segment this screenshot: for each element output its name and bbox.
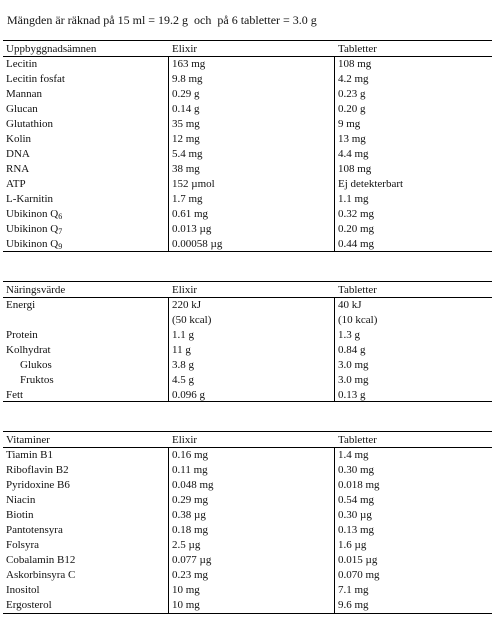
table-row (3, 207, 492, 222)
table-row (3, 328, 492, 343)
table-row (3, 298, 492, 313)
header-category: Vitaminer (6, 434, 50, 446)
table-row (3, 358, 492, 373)
table-row (3, 553, 492, 568)
tabletter-value: 0.23 g (338, 88, 366, 100)
table-row (3, 478, 492, 493)
elixir-value: 5.4 mg (172, 148, 203, 160)
tabletter-value: 40 kJ (338, 299, 362, 311)
tabletter-value: 0.44 mg (338, 238, 375, 250)
elixir-value: 0.38 µg (172, 509, 206, 521)
row-label: Inositol (6, 584, 40, 596)
row-label: Fett (6, 389, 24, 401)
elixir-value: 0.16 mg (172, 449, 209, 461)
tabletter-value: 1.4 mg (338, 449, 369, 461)
header-category: Uppbyggnadsämnen (6, 43, 97, 55)
row-label: Ubikinon $Q_6$ (6, 208, 63, 221)
elixir-value: 0.077 µg (172, 554, 212, 566)
table-row (3, 538, 492, 553)
row-label: ATP (6, 178, 26, 190)
elixir-value: 4.5 g (172, 374, 194, 386)
row-label: Fruktos (20, 374, 54, 386)
elixir-value: 11 g (172, 344, 191, 356)
row-label: DNA (6, 148, 30, 160)
row-label: Biotin (6, 509, 34, 521)
table-row (3, 568, 492, 583)
tabletter-value: 3.0 mg (338, 359, 369, 371)
table-row (3, 388, 492, 403)
tabletter-value: 13 mg (338, 133, 366, 145)
tabletter-value: 0.32 mg (338, 208, 375, 220)
tabletter-value: 0.20 g (338, 103, 366, 115)
elixir-value: (50 kcal) (172, 314, 212, 326)
elixir-value: 0.14 g (172, 103, 200, 115)
tabletter-value: 0.13 g (338, 389, 366, 401)
tabletter-value: Ej detekterbart (338, 178, 404, 190)
elixir-value: 38 mg (172, 163, 200, 175)
row-label: Ergosterol (6, 599, 52, 611)
row-label: L-Karnitin (6, 193, 54, 205)
elixir-value: 0.29 g (172, 88, 200, 100)
tabletter-value: 0.13 mg (338, 524, 375, 536)
elixir-value: 9.8 mg (172, 73, 203, 85)
row-label: Pyridoxine B6 (6, 479, 70, 491)
elixir-value: 0.013 µg (172, 223, 212, 235)
table-row (3, 117, 492, 132)
table-bottom-rule (3, 613, 492, 614)
tabletter-value: 0.20 mg (338, 223, 375, 235)
row-label: Folsyra (6, 539, 39, 551)
table-row (3, 72, 492, 87)
tabletter-value: 0.30 µg (338, 509, 372, 521)
header-elixir: Elixir (172, 43, 198, 55)
elixir-value: 0.23 mg (172, 569, 209, 581)
tabletter-value: 0.54 mg (338, 494, 375, 506)
row-label: Ubikinon $Q_7$ (6, 223, 63, 236)
tabletter-value: 0.015 µg (338, 554, 378, 566)
row-label: RNA (6, 163, 30, 175)
row-label: Niacin (6, 494, 36, 506)
table-header-row (3, 42, 492, 57)
elixir-value: 220 kJ (172, 299, 202, 311)
tabletter-value: 9 mg (338, 118, 361, 130)
elixir-value: 2.5 µg (172, 539, 201, 551)
elixir-value: 10 mg (172, 584, 200, 596)
tabletter-value: 108 mg (338, 58, 372, 70)
table-top-rule (3, 431, 492, 432)
table-header-row (3, 433, 492, 448)
tabletter-value: 1.6 µg (338, 539, 367, 551)
row-label: Glutathion (6, 118, 54, 130)
table-row (3, 463, 492, 478)
row-label: Pantotensyra (6, 524, 63, 536)
table-row (3, 583, 492, 598)
row-label: Askorbinsyra C (6, 569, 76, 581)
elixir-value: 0.096 g (172, 389, 205, 401)
header-tabletter: Tabletter (338, 434, 377, 446)
elixir-value: 1.7 mg (172, 193, 203, 205)
tabletter-value: 4.2 mg (338, 73, 369, 85)
row-label: Energi (6, 299, 36, 311)
elixir-value: 1.1 g (172, 329, 194, 341)
row-label: Mannan (6, 88, 43, 100)
elixir-value: 35 mg (172, 118, 200, 130)
header-tabletter: Tabletter (338, 43, 377, 55)
tabletter-value: (10 kcal) (338, 314, 378, 326)
table-vitaminer (3, 431, 492, 616)
table-row (3, 222, 492, 237)
table-row (3, 523, 492, 538)
elixir-value: 12 mg (172, 133, 200, 145)
elixir-value: 163 mg (172, 58, 206, 70)
header-elixir: Elixir (172, 284, 198, 296)
elixir-value: 3.8 g (172, 359, 194, 371)
table-row (3, 343, 492, 358)
table-row (3, 177, 492, 192)
tabletter-value: 1.1 mg (338, 193, 369, 205)
tabletter-value: 0.30 mg (338, 464, 375, 476)
header-category: Näringsvärde (6, 284, 66, 296)
table-row (3, 162, 492, 177)
table-row (3, 147, 492, 162)
tabletter-value: 108 mg (338, 163, 372, 175)
table-row (3, 493, 492, 508)
row-label: Lecitin (6, 58, 38, 70)
elixir-value: 0.61 mg (172, 208, 209, 220)
table-uppbyggnadsamnen (3, 40, 492, 252)
table-row (3, 192, 492, 207)
table-row (3, 87, 492, 102)
table-row (3, 373, 492, 388)
tabletter-value: 9.6 mg (338, 599, 369, 611)
elixir-value: 0.29 mg (172, 494, 209, 506)
table-top-rule (3, 40, 492, 41)
table-row (3, 313, 492, 328)
row-label: Riboflavin B2 (6, 464, 69, 476)
row-label: Ubikinon $Q_9$ (6, 238, 63, 251)
elixir-value: 10 mg (172, 599, 200, 611)
table-header-row (3, 283, 492, 298)
row-label: Glukos (20, 359, 52, 371)
elixir-value: 0.11 mg (172, 464, 208, 476)
tabletter-value: 4.4 mg (338, 148, 369, 160)
tabletter-value: 0.018 mg (338, 479, 380, 491)
elixir-value: 0.048 mg (172, 479, 214, 491)
intro-text: Mängden är räknad på 15 ml = 19.2 g och på 6 tabletter = 3.0 g (7, 13, 317, 27)
elixir-value: 152 µmol (172, 178, 215, 190)
tabletter-value: 0.070 mg (338, 569, 380, 581)
tabletter-value: 7.1 mg (338, 584, 369, 596)
table-row (3, 132, 492, 147)
elixir-value: 0.00058 µg (172, 238, 223, 250)
row-label: Protein (6, 329, 38, 341)
table-row (3, 102, 492, 117)
table-row (3, 57, 492, 72)
tabletter-value: 1.3 g (338, 329, 360, 341)
row-label: Kolhydrat (6, 344, 51, 356)
row-label: Glucan (6, 103, 38, 115)
row-label: Lecitin fosfat (6, 73, 65, 85)
row-label: Kolin (6, 133, 32, 145)
table-row (3, 598, 492, 613)
row-label: Cobalamin B12 (6, 554, 76, 566)
table-naringsvarde (3, 281, 492, 403)
table-row (3, 508, 492, 523)
header-elixir: Elixir (172, 434, 198, 446)
row-label: Tiamin B1 (6, 449, 53, 461)
tabletter-value: 3.0 mg (338, 374, 369, 386)
table-row (3, 237, 492, 252)
elixir-value: 0.18 mg (172, 524, 209, 536)
table-row (3, 448, 492, 463)
header-tabletter: Tabletter (338, 284, 377, 296)
tabletter-value: 0.84 g (338, 344, 366, 356)
table-top-rule (3, 281, 492, 282)
